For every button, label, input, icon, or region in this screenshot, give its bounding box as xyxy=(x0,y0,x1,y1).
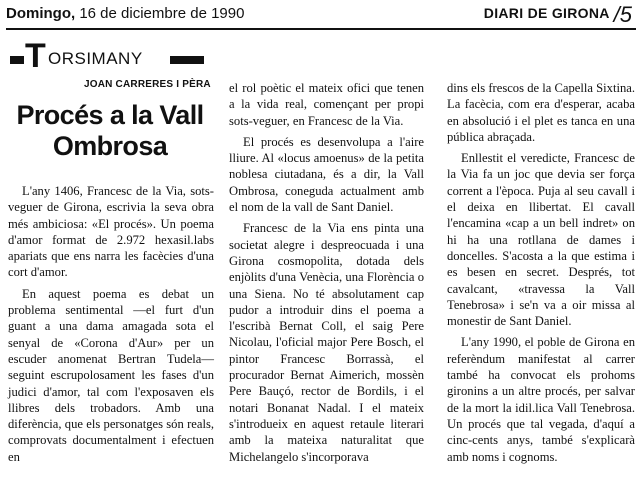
article-column-2 xyxy=(229,80,424,470)
publication-name: DIARI DE GIRONA xyxy=(483,5,610,21)
paragraph: dins els frescos de la Capella Sixtina. La facècia, com era d'esperar, acaba en absolució i el plet es tanca en una pública abraçada. xyxy=(447,81,635,144)
logo-bar-right xyxy=(170,56,204,64)
header-date xyxy=(6,5,244,22)
page-number: /5 xyxy=(613,2,632,27)
section-initial: T xyxy=(25,37,46,75)
logo-bar-left xyxy=(10,56,24,64)
header-rule xyxy=(6,28,636,30)
paragraph: Enllestit el veredicte, Francesc de la Via fa un joc que devia ser força corrent a l'època. Puja al seu cavall i el deixa en llibertat. El cavall l'encamina «cap a un bell indret» on hi ha una rotllana de dames i doncelles. S'acosta a la que estima i es besen en secret. Després, tot cavalcant, «travessa la Vall Tenebrosa» i se'n va a oir missa al monestir de Sant Daniel. xyxy=(447,151,635,329)
section-name: ORSIMANY xyxy=(48,49,143,68)
paragraph: El procés es desenvolupa a l'aire lliure. Al «locus amoenus» de la petita noblesa ciutadana, és a dir, la Vall Ombrosa, coneguda actualment amb el nom de la vall de Sant Daniel. xyxy=(229,134,424,215)
paragraph: L'any 1990, el poble de Girona en referèndum manifestat al carrer també ha convocat els prohoms gironins a un altre procés, per salvar de la mort la idil.lica Vall Tenebrosa. Un procés que tal vegada, d'aquí a cinc-cents anys, també s'explicarà amb noms i cognoms. xyxy=(447,335,635,464)
article-column-3 xyxy=(447,80,635,470)
author-byline: JOAN CARRERES I PÈRA xyxy=(84,79,211,90)
paragraph: En aquest poema es debat un problema sentimental —el furt d'un guant a una dama amagada sota el senyal de «Corona d'Aur» per un escuder anomenat Bertran Tudela— seguint escrupolosament les fases d'un judici d'amor, tal com l'exposaven els llibres dels trobadors. Amb una diferència, que els personatges són reals, comprovats documentalment i efectuen en xyxy=(8,286,214,464)
header-date-text: 16 de diciembre de 1990 xyxy=(79,5,245,22)
header-day: Domingo, xyxy=(6,5,76,22)
paragraph: el rol poètic el mateix ofici que tenen a la vida real, començant per propi sots-veguer, en Francesc de la Via. xyxy=(229,81,424,128)
page-header xyxy=(0,0,642,28)
headline-line-1: Procés a la Vall xyxy=(16,100,204,130)
header-masthead xyxy=(484,2,632,28)
article-headline xyxy=(10,100,210,162)
paragraph: Francesc de la Via ens pinta una societat alegre i despreocuada i una Girona cosmopolita, dotada dels enjòlits d'una Venècia, una Florència o una Siena. No té absolutament cap pudor a introduir dins el poema a l'escribà Bernat Coll, el saig Pere Nicolau, l'oficial major Pere Bosch, el pintor Francesc Borrassà, el procurador Bernat Aimerich, mossèn Pere Bauçó, rector de Bordils, i el notari Bonanat Nadal. I el mateix s'introdueix en aquest retaule literari amb la mateixa naturalitat que Michelangelo s'incorporava xyxy=(229,221,424,464)
article-column-1 xyxy=(8,183,214,470)
headline-line-2: Ombrosa xyxy=(52,131,168,161)
section-logo xyxy=(10,37,210,75)
paragraph: L'any 1406, Francesc de la Via, sots-veguer de Girona, escrivia la seva obra més ambiciosa: «El procés». Un poema d'amor format de 2.972 hexasil.labs apariats que ens narra les facècies d'una cort d'amor. xyxy=(8,184,214,280)
